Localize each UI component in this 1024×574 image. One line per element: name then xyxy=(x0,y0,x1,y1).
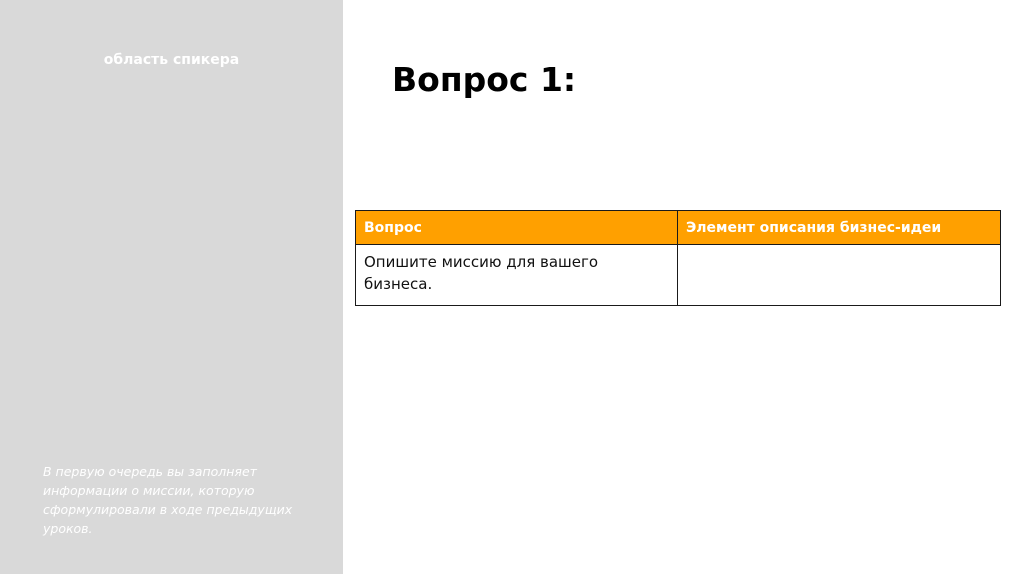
slide-title: Вопрос 1: xyxy=(392,60,577,99)
speaker-area-title: область спикера xyxy=(103,52,240,68)
header-question: Вопрос xyxy=(356,211,678,245)
speaker-note: В первую очередь вы заполняет информации о миссии, которую сформулировали в ходе предыдущих уроков. xyxy=(43,464,293,536)
question-table xyxy=(355,210,1001,306)
cell-question: Опишите миссию для вашего бизнеса. xyxy=(356,245,678,306)
speaker-panel xyxy=(0,0,343,574)
table-row xyxy=(356,245,1001,306)
cell-answer[interactable] xyxy=(678,245,1001,306)
table-header-row xyxy=(356,211,1001,245)
header-business-idea-element: Элемент описания бизнес-идеи xyxy=(678,211,1001,245)
